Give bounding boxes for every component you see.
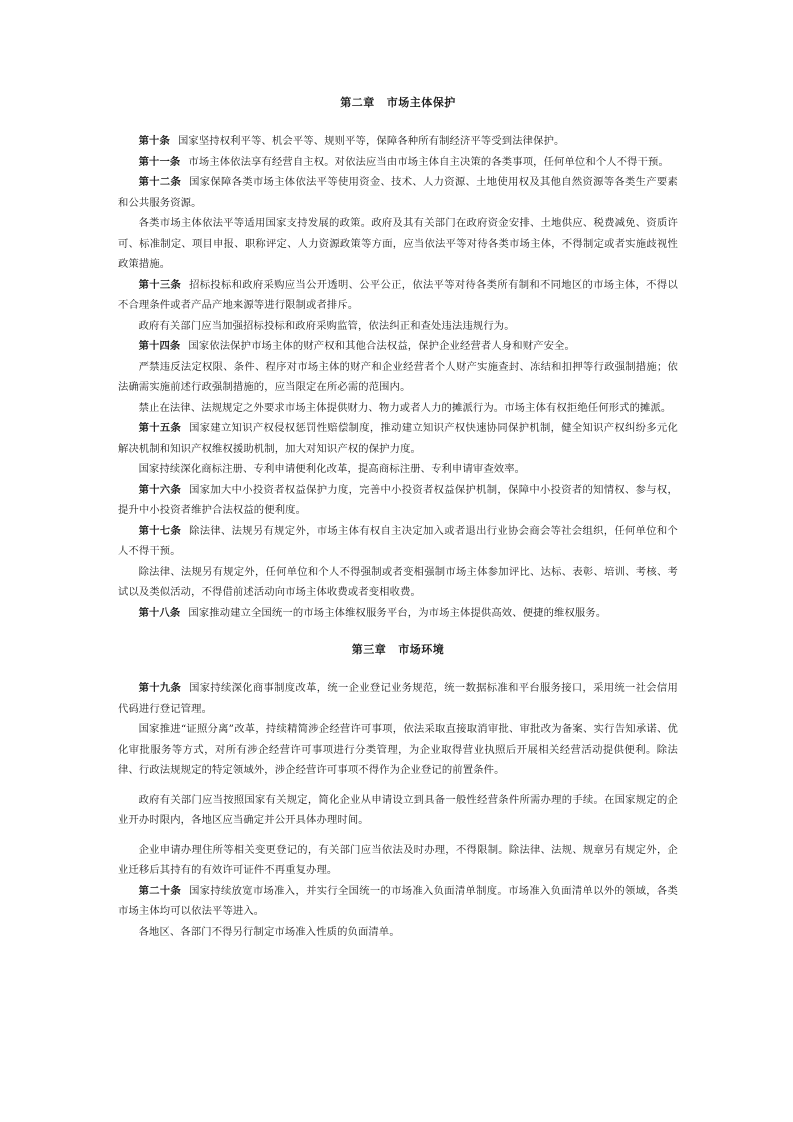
article-label: 第十七条 [138,524,182,537]
chapter-3-number: 第三章 [351,643,387,656]
article-paragraph [118,316,678,337]
article-paragraph [118,131,678,152]
article-text: 除法律、法规另有规定外，任何单位和个人不得强制或者变相强制市场主体参加评比、达标、表彰、培训、考核、考试以及类似活动，不得借前述活动向市场主体收费或者变相收费。 [118,565,678,598]
article-paragraph [118,719,678,781]
article-text: 政府有关部门应当按照国家有关规定，简化企业从申请设立到具备一般性经营条件所需办理的手续。在国家规定的企业开办时限内，各地区应当确定并公开具体办理时间。 [118,793,678,826]
article-paragraph [118,603,678,624]
article-paragraph [118,840,678,881]
article-text: 国家持续放宽市场准入，并实行全国统一的市场准入负面清单制度。市场准入负面清单以外的领域，各类市场主体均可以依法平等进入。 [118,884,678,917]
chapter-3-heading [118,643,678,657]
article-text: 国家建立知识产权侵权惩罚性赔偿制度，推动建立知识产权快速协同保护机制，健全知识产权纠纷多元化解决机制和知识产权维权援助机制，加大对知识产权的保护力度。 [118,422,678,455]
article-text: 国家保障各类市场主体依法平等使用资金、技术、人力资源、土地使用权及其他自然资源等各类生产要素和公共服务资源。 [118,176,678,209]
article-paragraph [118,459,678,480]
article-paragraph [118,336,678,357]
article-paragraph [118,480,678,521]
article-label: 第十二条 [138,176,182,188]
chapter-3-title: 市场环境 [398,643,445,656]
article-label: 第十条 [138,135,170,147]
article-label: 第十六条 [138,483,182,496]
article-paragraph [118,357,678,398]
article-paragraph [118,521,678,562]
chapter-2-number: 第二章 [340,96,375,109]
article-text: 国家坚持权利平等、机会平等、规则平等，保障各种所有制经济平等受到法律保护。 [177,135,565,147]
chapter-2-heading [118,96,678,110]
article-paragraph [118,275,678,316]
article-label: 第十八条 [138,606,181,619]
article-text: 严禁违反法定权限、条件、程序对市场主体的财产和企业经营者个人财产实施查封、冻结和扣押等行政强制措施；依法确需实施前述行政强制措施的，应当限定在所必需的范围内。 [118,360,678,393]
article-label: 第十四条 [138,340,181,352]
article-paragraph [118,152,678,173]
article-text: 国家推动建立全国统一的市场主体维权服务平台，为市场主体提供高效、便捷的维权服务。 [188,606,607,619]
article-paragraph [118,213,678,275]
article-text: 市场主体依法享有经营自主权。对依法应当由市场主体自主决策的各类事项，任何单位和个人不得干预。 [188,155,669,168]
article-label: 第十五条 [138,422,182,434]
chapter-2-body [118,131,678,623]
article-paragraph [118,398,678,419]
article-paragraph [118,562,678,603]
article-paragraph [118,790,678,831]
document-page [118,96,678,942]
article-text: 禁止在法律、法规规定之外要求市场主体提供财力、物力或者人力的摊派行为。市场主体有权拒绝任何形式的摊派。 [138,401,672,414]
chapter-2-title: 市场主体保护 [386,96,456,109]
article-text: 国家依法保护市场主体的财产权和其他合法权益，保护企业经营者人身和财产安全。 [188,340,575,352]
article-paragraph [118,418,678,459]
article-text: 各地区、各部门不得另行制定市场准入性质的负面清单。 [138,925,400,938]
article-text: 除法律、法规另有规定外，市场主体有权自主决定加入或者退出行业协会商会等社会组织，任何单位和个人不得干预。 [118,524,678,557]
article-text: 国家持续深化商事制度改革，统一企业登记业务规范，统一数据标准和平台服务接口，采用统一社会信用代码进行登记管理。 [118,682,678,715]
article-paragraph [118,678,678,719]
article-text: 政府有关部门应当加强招标投标和政府采购监管，依法纠正和查处违法违规行为。 [138,319,515,332]
article-label: 第十一条 [138,155,181,168]
article-label: 第十三条 [138,278,182,291]
article-label: 第二十条 [138,884,182,897]
article-paragraph [118,172,678,213]
article-text: 企业申请办理住所等相关变更登记的，有关部门应当依法及时办理，不得限制。除法律、法规、规章另有规定外，企业迁移后其持有的有效许可证件不再重复办理。 [118,843,678,876]
article-text: 国家加大中小投资者权益保护力度，完善中小投资者权益保护机制，保障中小投资者的知情权、参与权，提升中小投资者维护合法权益的便利度。 [118,483,678,516]
article-text: 国家推进“证照分离”改革，持续精简涉企经营许可事项，依法采取直接取消审批、审批改为备案、实行告知承诺、优化审批服务等方式，对所有涉企经营许可事项进行分类管理，为企业取得营业执照后开展相关经营活动提供便利。除法律、行政法规规定的特定领域外，涉企经营许可事项不得作为企业登记的前置条件。 [118,723,678,776]
article-paragraph [118,922,678,943]
article-text: 国家持续深化商标注册、专利申请便利化改革，提高商标注册、专利申请审查效率。 [138,463,526,475]
article-text: 招标投标和政府采购应当公开透明、公平公正，依法平等对待各类所有制和不同地区的市场主体，不得以不合理条件或者产品产地来源等进行限制或者排斥。 [118,278,678,311]
article-label: 第十九条 [138,682,182,694]
chapter-3-body [118,678,678,942]
article-paragraph [118,881,678,922]
article-text: 各类市场主体依法平等适用国家支持发展的政策。政府及其有关部门在政府资金安排、土地供应、税费减免、资质许可、标准制定、项目申报、职称评定、人力资源政策等方面，应当依法平等对待各类市场主体，不得制定或者实施歧视性政策措施。 [118,217,678,270]
